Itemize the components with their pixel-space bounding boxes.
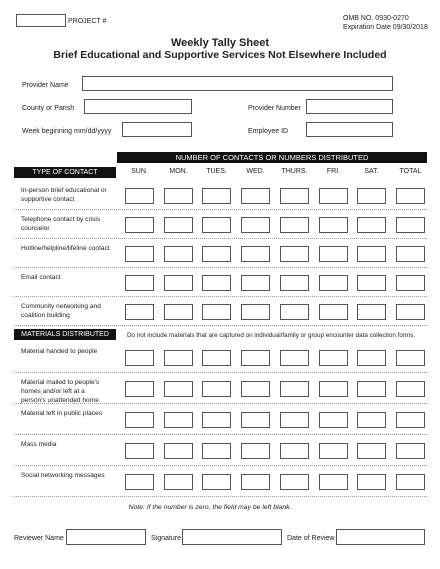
tally-cell[interactable]	[319, 474, 348, 490]
tally-cell[interactable]	[357, 412, 386, 428]
day-header: THURS.	[281, 168, 308, 175]
tally-cell[interactable]	[164, 381, 193, 397]
row-divider	[14, 403, 427, 404]
tally-cell[interactable]	[202, 304, 231, 320]
tally-cell[interactable]	[396, 443, 425, 459]
tally-cell[interactable]	[125, 443, 154, 459]
tally-cell[interactable]	[319, 304, 348, 320]
row-label: Social networking messages	[21, 472, 105, 479]
tally-cell[interactable]	[202, 443, 231, 459]
tally-cell[interactable]	[280, 304, 309, 320]
day-header: FRI.	[326, 168, 341, 175]
employee-id-label: Employee ID	[248, 128, 289, 135]
tally-cell[interactable]	[164, 304, 193, 320]
provider-number-input[interactable]	[306, 99, 393, 114]
tally-cell[interactable]	[357, 304, 386, 320]
omb-number: OMB NO. 0930-0270	[343, 15, 409, 22]
tally-cell[interactable]	[280, 412, 309, 428]
tally-cell[interactable]	[319, 275, 348, 291]
expiration-date: Expiration Date 09/30/2018	[343, 24, 428, 31]
tally-cell[interactable]	[202, 381, 231, 397]
tally-cell[interactable]	[357, 275, 386, 291]
tally-cell[interactable]	[396, 381, 425, 397]
tally-cell[interactable]	[125, 275, 154, 291]
tally-cell[interactable]	[280, 217, 309, 233]
tally-cell[interactable]	[125, 412, 154, 428]
row-divider	[14, 434, 427, 435]
tally-cell[interactable]	[164, 188, 193, 204]
tally-cell[interactable]	[396, 275, 425, 291]
row-label: Material mailed to people's	[21, 379, 100, 386]
row-label: counselor	[21, 225, 50, 232]
row-label: Email contact	[21, 274, 61, 281]
row-label: supportive contact	[21, 196, 75, 203]
tally-cell[interactable]	[164, 412, 193, 428]
tally-cell[interactable]	[125, 188, 154, 204]
tally-cell[interactable]	[241, 474, 270, 490]
week-beginning-input[interactable]	[122, 122, 192, 137]
tally-cell[interactable]	[241, 443, 270, 459]
provider-name-input[interactable]	[82, 76, 393, 91]
tally-cell[interactable]	[125, 246, 154, 262]
tally-cell[interactable]	[280, 188, 309, 204]
tally-cell[interactable]	[202, 188, 231, 204]
page-subtitle: Brief Educational and Supportive Services Not Elsewhere Included	[53, 49, 387, 61]
row-divider	[14, 296, 427, 297]
tally-cell[interactable]	[202, 412, 231, 428]
tally-cell[interactable]	[280, 350, 309, 366]
tally-cell[interactable]	[125, 304, 154, 320]
tally-cell[interactable]	[164, 350, 193, 366]
tally-cell[interactable]	[241, 350, 270, 366]
tally-cell[interactable]	[396, 474, 425, 490]
row-divider	[14, 238, 427, 239]
row-label: Material left in public places	[21, 410, 102, 417]
page-title: Weekly Tally Sheet	[170, 37, 270, 49]
tally-cell[interactable]	[319, 217, 348, 233]
tally-cell[interactable]	[280, 443, 309, 459]
tally-cell[interactable]	[396, 350, 425, 366]
tally-cell[interactable]	[125, 381, 154, 397]
tally-cell[interactable]	[164, 217, 193, 233]
tally-cell[interactable]	[280, 381, 309, 397]
tally-cell[interactable]	[396, 412, 425, 428]
tally-cell[interactable]	[202, 217, 231, 233]
tally-cell[interactable]	[280, 246, 309, 262]
tally-cell[interactable]	[202, 350, 231, 366]
row-divider	[14, 465, 427, 466]
tally-cell[interactable]	[164, 474, 193, 490]
provider-name-label: Provider Name	[22, 82, 69, 89]
tally-cell[interactable]	[319, 412, 348, 428]
tally-cell[interactable]	[202, 474, 231, 490]
tally-cell[interactable]	[319, 188, 348, 204]
row-divider	[14, 209, 427, 210]
provider-number-label: Provider Number	[248, 105, 301, 112]
row-label: Hotline/helpline/lifeline contact	[21, 245, 110, 252]
zero-note: Note: If the number is zero, the field may be left blank.	[128, 504, 292, 511]
tally-cell[interactable]	[241, 304, 270, 320]
day-header: TUES.	[206, 168, 227, 175]
tally-cell[interactable]	[241, 381, 270, 397]
row-divider	[14, 267, 427, 268]
tally-cell[interactable]	[357, 246, 386, 262]
date-of-review-label: Date of Review	[287, 535, 335, 542]
row-label: Telephone contact by crisis	[21, 216, 101, 223]
tally-cell[interactable]	[241, 188, 270, 204]
row-label: Mass media	[21, 441, 57, 448]
row-label: Material handed to people	[21, 348, 98, 355]
tally-cell[interactable]	[125, 350, 154, 366]
row-divider	[14, 372, 427, 373]
tally-cell[interactable]	[280, 275, 309, 291]
tally-cell[interactable]	[241, 246, 270, 262]
project-number-label: PROJECT #	[68, 18, 107, 25]
tally-cell[interactable]	[241, 275, 270, 291]
week-beginning-label: Week beginning mm/dd/yyyy	[22, 128, 112, 135]
tally-cell[interactable]	[396, 246, 425, 262]
row-label: person's unattended home	[21, 397, 99, 404]
row-label: In-person brief educational or	[21, 187, 107, 194]
county-input[interactable]	[84, 99, 192, 114]
employee-id-input[interactable]	[306, 122, 393, 137]
day-header: SAT.	[364, 168, 379, 175]
tally-cell[interactable]	[164, 275, 193, 291]
tally-cell[interactable]	[125, 217, 154, 233]
row-label: coalition building	[21, 312, 70, 319]
row-divider	[14, 496, 427, 497]
row-divider	[14, 325, 427, 326]
materials-distributed-header: MATERIALS DISTRIBUTED	[14, 329, 116, 340]
tally-cell[interactable]	[202, 275, 231, 291]
signature-label: Signature	[151, 535, 181, 542]
tally-cell[interactable]	[396, 217, 425, 233]
tally-cell[interactable]	[357, 381, 386, 397]
tally-cell[interactable]	[396, 188, 425, 204]
tally-cell[interactable]	[319, 246, 348, 262]
tally-cell[interactable]	[125, 474, 154, 490]
row-label: Community networking and	[21, 303, 101, 310]
tally-cell[interactable]	[280, 474, 309, 490]
tally-cell[interactable]	[319, 443, 348, 459]
type-of-contact-header: TYPE OF CONTACT	[14, 167, 116, 178]
row-label: homes and/or left at a	[21, 388, 85, 395]
tally-cell[interactable]	[357, 443, 386, 459]
tally-cell[interactable]	[357, 217, 386, 233]
signature-input[interactable]	[182, 529, 282, 545]
tally-cell[interactable]	[357, 474, 386, 490]
tally-cell[interactable]	[164, 246, 193, 262]
tally-cell[interactable]	[241, 217, 270, 233]
tally-cell[interactable]	[241, 412, 270, 428]
tally-cell[interactable]	[319, 381, 348, 397]
tally-cell[interactable]	[164, 443, 193, 459]
tally-cell[interactable]	[357, 188, 386, 204]
reviewer-name-input[interactable]	[66, 529, 146, 545]
tally-cell[interactable]	[357, 350, 386, 366]
day-header: MON.	[169, 168, 188, 175]
date-of-review-input[interactable]	[336, 529, 425, 545]
day-header: SUN.	[131, 168, 148, 175]
materials-note: Do not include materials that are captured on individual/family or group encounter data collection forms.	[127, 332, 416, 339]
contacts-banner: NUMBER OF CONTACTS OR NUMBERS DISTRIBUTED	[117, 152, 427, 163]
reviewer-name-label: Reviewer Name	[14, 535, 64, 542]
county-label: County or Parish	[22, 105, 75, 112]
day-header: WED.	[246, 168, 265, 175]
tally-cell[interactable]	[396, 304, 425, 320]
tally-cell[interactable]	[202, 246, 231, 262]
project-number-field[interactable]	[16, 14, 66, 27]
day-header: TOTAL	[399, 168, 422, 175]
tally-cell[interactable]	[319, 350, 348, 366]
